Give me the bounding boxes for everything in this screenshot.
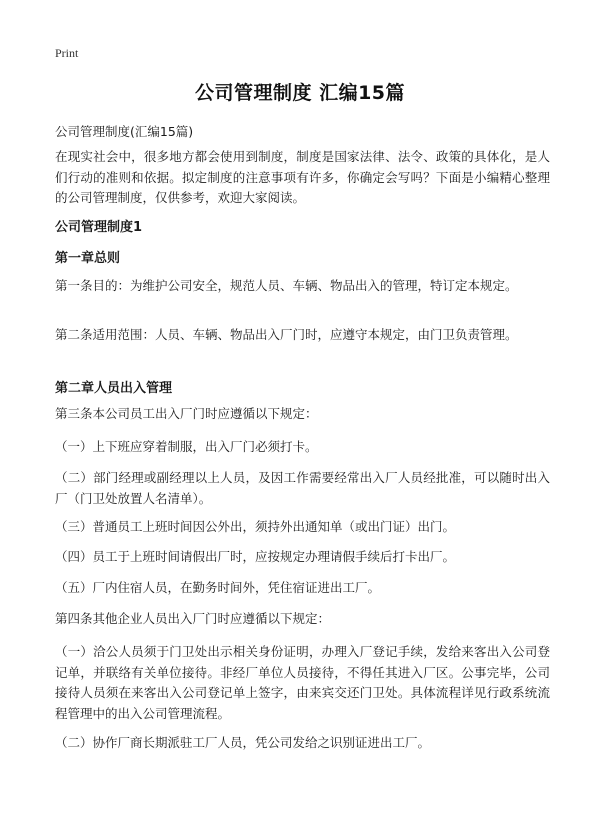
list-item: （三）普通员工上班时间因公外出，须持外出通知单（或出门证）出门。 (55, 519, 456, 534)
page-title: 公司管理制度 汇编15篇 (194, 82, 406, 104)
article-paragraph: 第三条本公司员工出入厂门时应遵循以下规定： (55, 406, 318, 421)
list-item: （一）洽公人员须于门卫处出示相关身份证明，办理入厂登记手续，发给来客出入公司登记单，并联络有关单位接待。非经厂单位人员接待，不得任其进入厂区。公事完毕，公司接待人员须在来客出入公司登记单上签字，由来宾交还门卫处。具体流程详见行政系统流程管理中的出入公司管理流程。 (55, 644, 550, 721)
print-link[interactable]: Print (55, 46, 79, 60)
article-paragraph: 第四条其他企业人员出入厂门时应遵循以下规定： (55, 611, 331, 626)
intro-paragraph: 在现实社会中，很多地方都会使用到制度，制度是国家法律、法令、政策的具体化，是人们行动的准则和依据。拟定制度的注意事项有许多，你确定会写吗？下面是小编精心整理的公司管理制度，仅供参考，欢迎大家阅读。 (55, 149, 550, 205)
chapter-heading: 第一章总则 (55, 251, 121, 266)
document-subtitle: 公司管理制度(汇编15篇) (55, 124, 194, 139)
section-heading: 公司管理制度1 (55, 220, 143, 235)
list-item: （四）员工于上班时间请假出厂时，应按规定办理请假手续后打卡出厂。 (55, 549, 456, 564)
list-item: （二）协作厂商长期派驻工厂人员，凭公司发给之识别证进出工厂。 (55, 735, 431, 750)
list-item: （一）上下班应穿着制服，出入厂门必须打卡。 (55, 439, 318, 454)
list-item: （二）部门经理或副经理以上人员，及因工作需要经常出入厂人员经批准，可以随时出入厂（门卫处放置人名清单）。 (55, 470, 550, 506)
list-item: （五）厂内住宿人员，在勤务时间外，凭住宿证进出工厂。 (55, 580, 381, 595)
article-paragraph: 第一条目的：为维护公司安全，规范人员、车辆、物品出入的管理，特订定本规定。 (55, 278, 518, 293)
chapter-heading: 第二章人员出入管理 (55, 381, 173, 396)
article-paragraph: 第二条适用范围：人员、车辆、物品出入厂门时，应遵守本规定，由门卫负责管理。 (55, 327, 518, 342)
